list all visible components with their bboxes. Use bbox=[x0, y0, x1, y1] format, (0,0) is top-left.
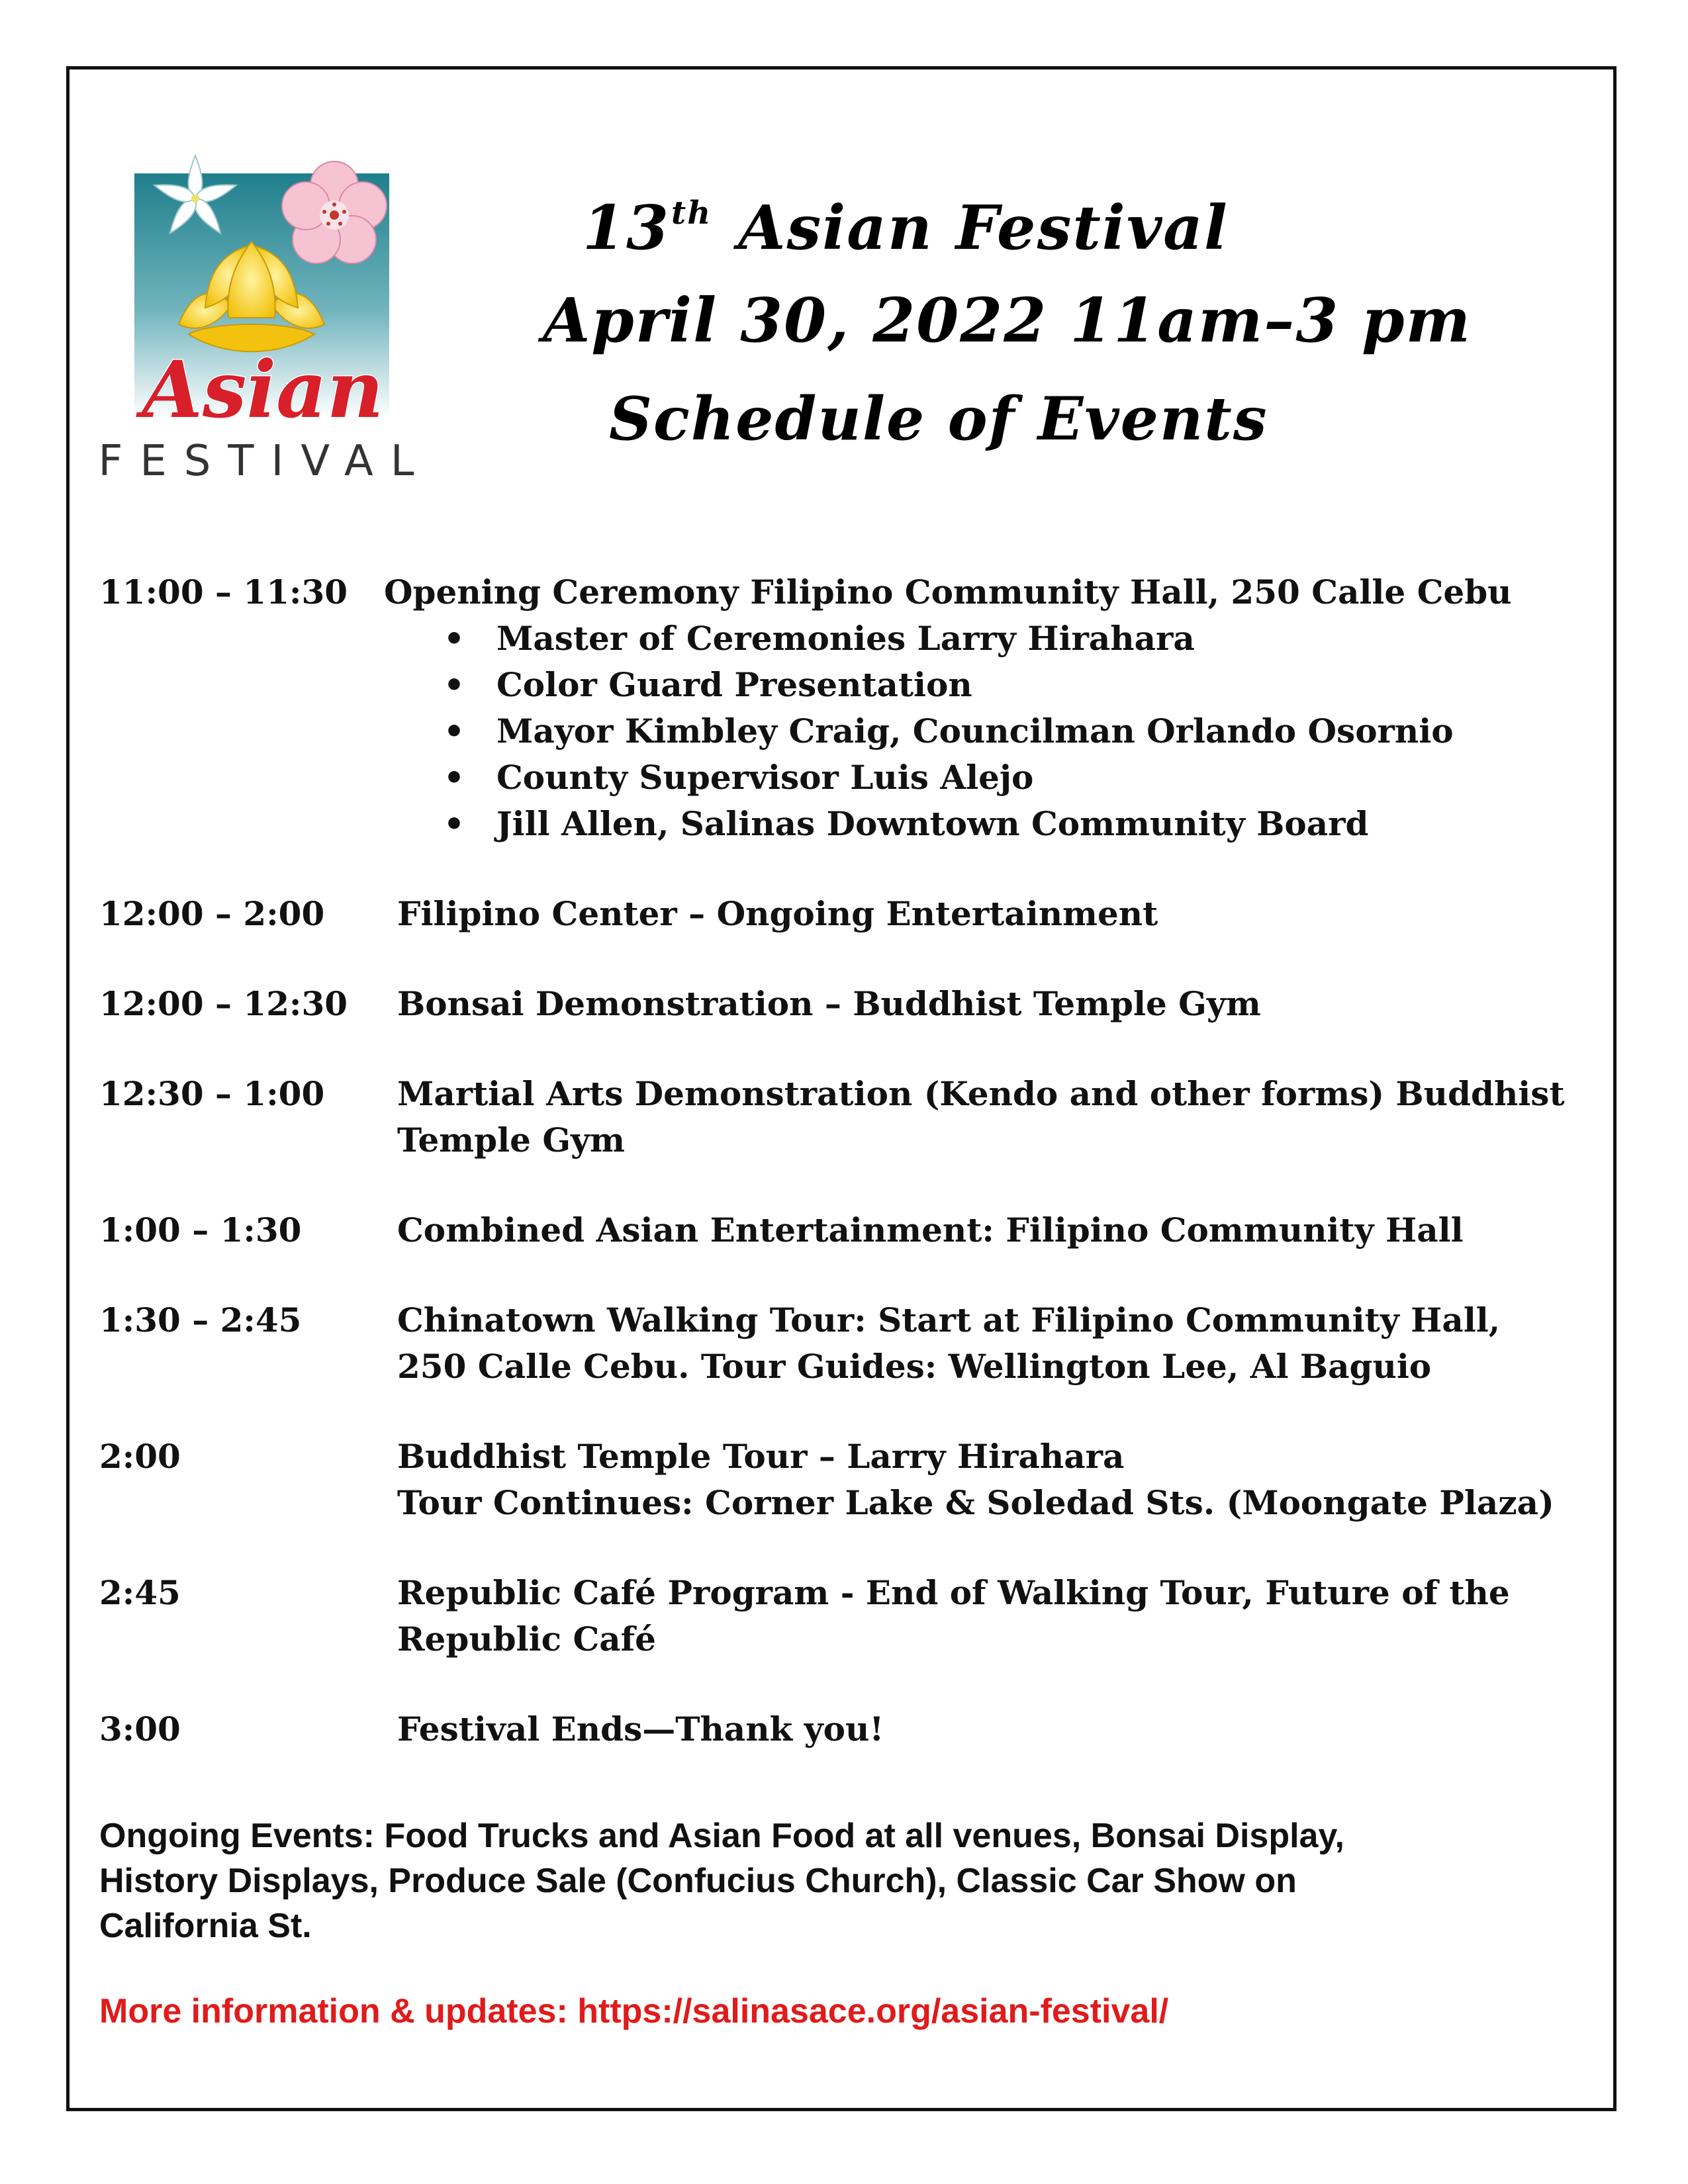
event-time: 1:00 – 1:30 bbox=[99, 1210, 302, 1250]
opening-bullet-list bbox=[444, 615, 1589, 847]
event-time: 2:00 bbox=[99, 1437, 181, 1476]
event-time: 12:00 – 2:00 bbox=[99, 894, 325, 933]
schedule-row bbox=[99, 981, 1589, 1027]
title-text: Asian Festival bbox=[738, 192, 1229, 263]
event-description: Bonsai Demonstration – Buddhist Temple Gym bbox=[397, 984, 1261, 1023]
schedule-row bbox=[99, 891, 1589, 937]
event-description-cont: Republic Café bbox=[397, 1619, 656, 1659]
bullet-item: • Master of Ceremonies Larry Hirahara bbox=[444, 615, 1589, 662]
event-description: Martial Arts Demonstration (Kendo and other forms) Buddhist bbox=[397, 1074, 1565, 1113]
asian-festival-logo bbox=[98, 152, 432, 490]
event-description: Combined Asian Entertainment: Filipino Community Hall bbox=[397, 1210, 1464, 1250]
schedule-row bbox=[99, 1433, 1589, 1526]
event-description: Republic Café Program - End of Walking Tour, Future of the bbox=[397, 1573, 1510, 1612]
event-description: Festival Ends—Thank you! bbox=[397, 1709, 884, 1749]
event-description: Buddhist Temple Tour – Larry Hirahara bbox=[397, 1437, 1125, 1476]
schedule-row bbox=[99, 1207, 1589, 1253]
event-description-cont: Temple Gym bbox=[397, 1120, 626, 1160]
schedule-row bbox=[99, 1071, 1589, 1163]
logo-script-word: Asian bbox=[142, 343, 384, 435]
event-description-cont: Tour Continues: Corner Lake & Soledad Sts. (Moongate Plaza) bbox=[397, 1483, 1554, 1522]
schedule-row bbox=[99, 1297, 1589, 1390]
event-description: Chinatown Walking Tour: Start at Filipino Community Hall, bbox=[397, 1300, 1501, 1340]
schedule-row bbox=[99, 1570, 1589, 1662]
edition-suffix: th bbox=[671, 195, 712, 232]
event-time: 2:45 bbox=[99, 1573, 181, 1612]
ongoing-line: History Displays, Produce Sale (Confucius Church), Classic Car Show on bbox=[99, 1862, 1297, 1900]
festival-date-time: April 30, 2022 11am–3 pm bbox=[543, 285, 1472, 356]
schedule-row bbox=[99, 1706, 1589, 1752]
ongoing-line: California St. bbox=[99, 1907, 312, 1945]
schedule-heading: Schedule of Events bbox=[609, 384, 1268, 454]
schedule-row-opening bbox=[99, 569, 1589, 847]
logo-caps-word: FESTIVAL bbox=[98, 437, 432, 486]
ongoing-events bbox=[99, 1813, 1589, 1948]
festival-title bbox=[583, 192, 1229, 263]
bullet-item: • County Supervisor Luis Alejo bbox=[444, 754, 1589, 801]
event-description: Opening Ceremony Filipino Community Hall, 250 Calle Cebu bbox=[384, 572, 1512, 612]
event-time: 1:30 – 2:45 bbox=[99, 1300, 302, 1340]
bullet-item: • Jill Allen, Salinas Downtown Community Board bbox=[444, 801, 1589, 847]
event-time: 12:30 – 1:00 bbox=[99, 1074, 325, 1113]
bullet-item: • Color Guard Presentation bbox=[444, 662, 1589, 708]
more-info-link[interactable]: More information & updates: https://salinasace.org/asian-festival/ bbox=[99, 1992, 1169, 2030]
event-time: 11:00 – 11:30 bbox=[99, 572, 348, 612]
event-time: 12:00 – 12:30 bbox=[99, 984, 348, 1023]
event-time: 3:00 bbox=[99, 1709, 181, 1749]
schedule-list bbox=[99, 569, 1589, 1796]
ongoing-line: Ongoing Events: Food Trucks and Asian Food at all venues, Bonsai Display, bbox=[99, 1817, 1344, 1855]
event-description: Filipino Center – Ongoing Entertainment bbox=[397, 894, 1158, 933]
event-description-cont: 250 Calle Cebu. Tour Guides: Wellington Lee, Al Baguio bbox=[397, 1347, 1432, 1386]
bullet-item: • Mayor Kimbley Craig, Councilman Orlando Osornio bbox=[444, 708, 1589, 754]
edition-number: 13 bbox=[583, 192, 671, 263]
